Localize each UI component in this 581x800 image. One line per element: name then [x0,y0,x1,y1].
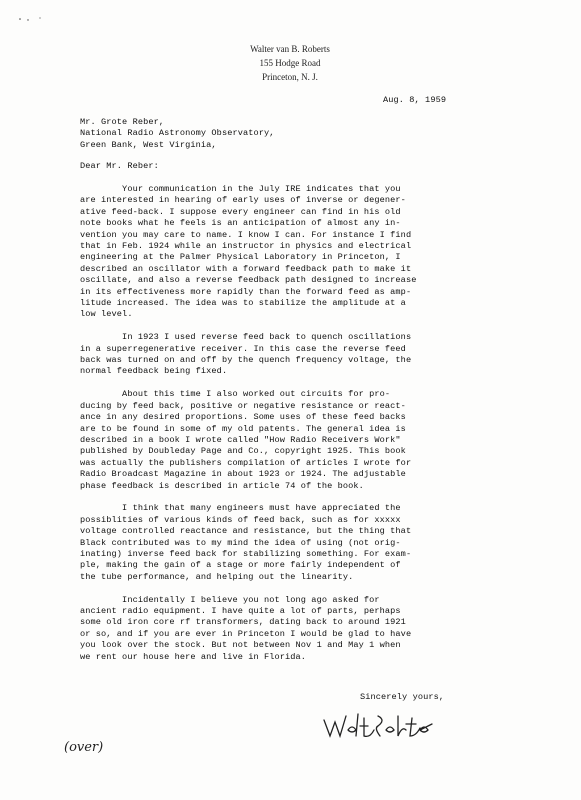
salutation: Dear Mr. Reber: [80,161,159,171]
paragraph-5: Incidentally I believe you not long ago asked for ancient radio equipment. I have quite a lot of parts, perhaps some old iron core rf transformers, dating back to around 1921 or so, and if you are ever in Princeton I would be glad to have you look over the stock. But not between Nov 1 and May 1 when we rent our house here and live in Florida. [80,594,412,662]
paragraph-2: In 1923 I used reverse feed back to quench oscillations in a superregenerative receiver. In this case the reverse feed back was turned on and off by the quench frequency voltage, the normal feedback being fixed. [80,332,412,377]
letter-body [80,184,520,674]
recipient-line-2: National Radio Astronomy Observatory, [80,128,275,139]
recipient-line-1: Mr. Grote Reber, [80,117,165,127]
closing: Sincerely yours, [360,692,445,702]
paragraph-1: Your communication in the July IRE indicates that you are interested in hearing of early uses of inverse or degener- ative feed-back. I suppose every engineer can find in his old note books what he feels is an anticipation of almost any in- vention you may care to name. I know I can. For instance I find that in Feb. 1924 while an instructor in physics and electrical engineering at the Palmer Physical Laboratory in Princeton, I described an oscillator with a forward feedback path to make it oscillate, and also a reverse feedback path designed to increase in its effectiveness more rapidly than the forward feed as amp- litude increased. The idea was to stabilize the amplitude at a low level. [80,184,417,320]
letter-date: Aug. 8, 1959 [383,95,447,105]
paragraph-3: About this time I also worked out circuits for pro- ducing by feed back, positive or negative resistance or react- ance in any desired proportions. Some uses of these feed backs are to be found in some of my old patents. The general idea is described in a book I wrote called "How Radio Receivers Work" published by Doubleday Page and Co., copyright 1925. This book was actually the publishers compilation of articles I wrote for Radio Broadcast Magazine in about 1923 or 1924. The adjustable phase feedback is described in article 74 of the book. [80,389,412,491]
letterhead-name: Walter van B. Roberts [250,44,330,54]
letterhead-city: Princeton, N. J. [262,72,318,82]
letterhead [200,42,380,84]
paragraph-4: I think that many engineers must have appreciated the possiblities of various kinds of feed back, such as for xxxxx voltage controlled reactance and resistance, but the thing that Black contributed was to my mind the idea of using (not orig- inating) inverse feed back for stabilizing something. For exam- ple, making the gain of a stage or more fairly independent of the tube performance, and helping out the linearity. [80,503,412,582]
scan-marks [18,14,58,24]
letterhead-street: 155 Hodge Road [259,58,321,68]
handwritten-signature [320,706,440,746]
recipient-address [80,117,275,151]
recipient-line-3: Green Bank, West Virginia, [80,139,217,150]
handwritten-over-note: (over) [64,740,104,755]
